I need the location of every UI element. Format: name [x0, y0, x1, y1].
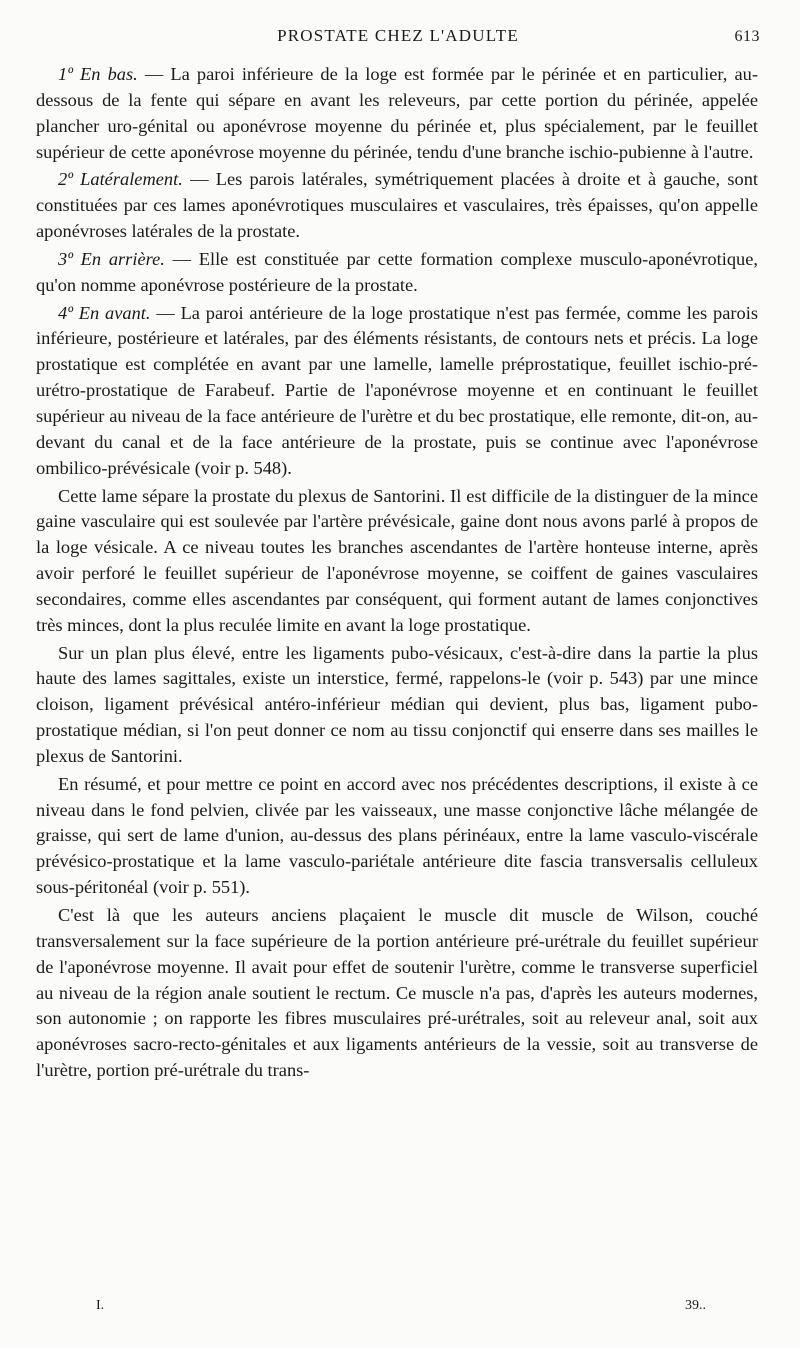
paragraph-en-resume: [36, 772, 758, 901]
paragraph-text: Cette lame sépare la prostate du plexus de Santorini. Il est difficile de la distinguer de la mince gaine vasculaire qui est soulevée par l'artère prévésicale, gaine dont nous avons parlé à propos de la loge vésicale. A ce niveau toutes les branches ascendantes de l'artère honteuse interne, après avoir perforé le feuillet supérieur de l'aponévrose moyenne, se coiffent de gaines vasculaires secondaires, comme elles ascendantes par conséquent, qui forment autant de lames conjonctives très minces, dont la plus reculée limite en avant la loge prostatique.: [36, 485, 758, 635]
page-body: [36, 62, 758, 1086]
running-header: [36, 26, 760, 50]
paragraph-en-avant: [36, 301, 758, 482]
paragraph-text: — Elle est constituée par cette formation complexe musculo-aponévrotique, qu'on nomme aponévrose postérieure de la prostate.: [36, 248, 758, 295]
paragraph-heading: 4º En avant.: [58, 302, 151, 323]
paragraph-heading: 3º En arrière.: [58, 248, 165, 269]
paragraph-heading: 1º En bas.: [58, 64, 138, 84]
paragraph-text: — La paroi inférieure de la loge est formée par le périnée et en particulier, au-dessous de la fente qui sépare en avant les releveurs, par cette portion du périnée, appelée plancher uro-génital ou aponévrose moyenne du périnée et, plus spécialement, par le feuillet supérieur de cette aponévrose moyenne du périnée, tendu d'une branche ischio-pubienne à l'autre.: [36, 64, 759, 162]
paragraph-text: C'est là que les auteurs anciens plaçaient le muscle dit muscle de Wilson, couché transversalement sur la face supérieure de la portion antérieure pré-urétrale du feuillet supérieur de l'aponévrose moyenne. Il avait pour effet de soutenir l'urètre, comme le transverse superficiel au niveau de la région anale soutient le rectum. Ce muscle n'a pas, d'après les auteurs modernes, son autonomie ; on rapporte les fibres musculaires pré-urétrales, soit au releveur anal, soit aux aponévroses sacro-recto-génitales et aux ligaments antérieurs de la vessie, soit au transverse de l'urètre, portion pré-urétrale du trans-: [36, 905, 758, 1081]
paragraph-plan-plus-eleve: [36, 641, 758, 770]
paragraph-text: — Les parois latérales, symétriquement placées à droite et à gauche, sont constituées par ces lames aponévrotiques musculaires et vasculaires, très épaisses, qu'on appelle aponévroses latérales de la prostate.: [36, 169, 759, 242]
paragraph-text: En résumé, et pour mettre ce point en accord avec nos précédentes descriptions, il existe à ce niveau dans le fond pelvien, clivée par les vaisseaux, une masse conjonctive lâche mélangée de graisse, qui sert de lame d'union, au-dessus des plans périnéaux, entre la lame vasculo-viscérale prévésico-prostatique et la lame vasculo-pariétale antérieure dite fascia transversalis celluleux sous-péritonéal (voir p. 551).: [36, 773, 758, 898]
paragraph-muscle-wilson: [36, 903, 758, 1084]
running-title: PROSTATE CHEZ L'ADULTE: [277, 26, 519, 45]
paragraph-en-bas: [36, 62, 758, 165]
paragraph-text: Sur un plan plus élevé, entre les ligaments pubo-vésicaux, c'est-à-dire dans la partie la plus haute des lames sagittales, existe un interstice, fermé, rappelons-le (voir p. 543) par une mince cloison, ligament prévésical antéro-inférieur médian qui devient, plus bas, ligament pubo-prostatique médian, si l'on peut donner ce nom au tissu conjonctif qui enserre dans ses mailles le plexus de Santorini.: [36, 642, 758, 766]
paragraph-text: — La paroi antérieure de la loge prostatique n'est pas fermée, comme les parois inférieure, postérieure et latérales, par des éléments résistants, de contours nets et précis. La loge prostatique est complétée en avant par une lamelle, lamelle préprostatique, feuillet ischio-pré-urétro-prostatique de Farabeuf. Partie de l'aponévrose moyenne et en continuant le feuillet supérieur au niveau de la face antérieure de l'urètre et du bec prostatique, elle remonte, dit-on, au-devant du canal et de la face antérieure de la prostate, puis se continue avec l'aponévrose ombilico-prévésicale (voir p. 548).: [36, 302, 758, 478]
page-number: 613: [734, 28, 760, 45]
signature-mark: I.: [96, 1298, 105, 1313]
sheet-number: 39..: [685, 1298, 706, 1313]
paragraph-heading: 2º Latéralement.: [58, 169, 183, 190]
paragraph-lame-prostate: [36, 484, 758, 639]
page-footer: [96, 1298, 706, 1320]
paragraph-en-arriere: [36, 247, 758, 299]
paragraph-lateralement: [36, 167, 758, 245]
